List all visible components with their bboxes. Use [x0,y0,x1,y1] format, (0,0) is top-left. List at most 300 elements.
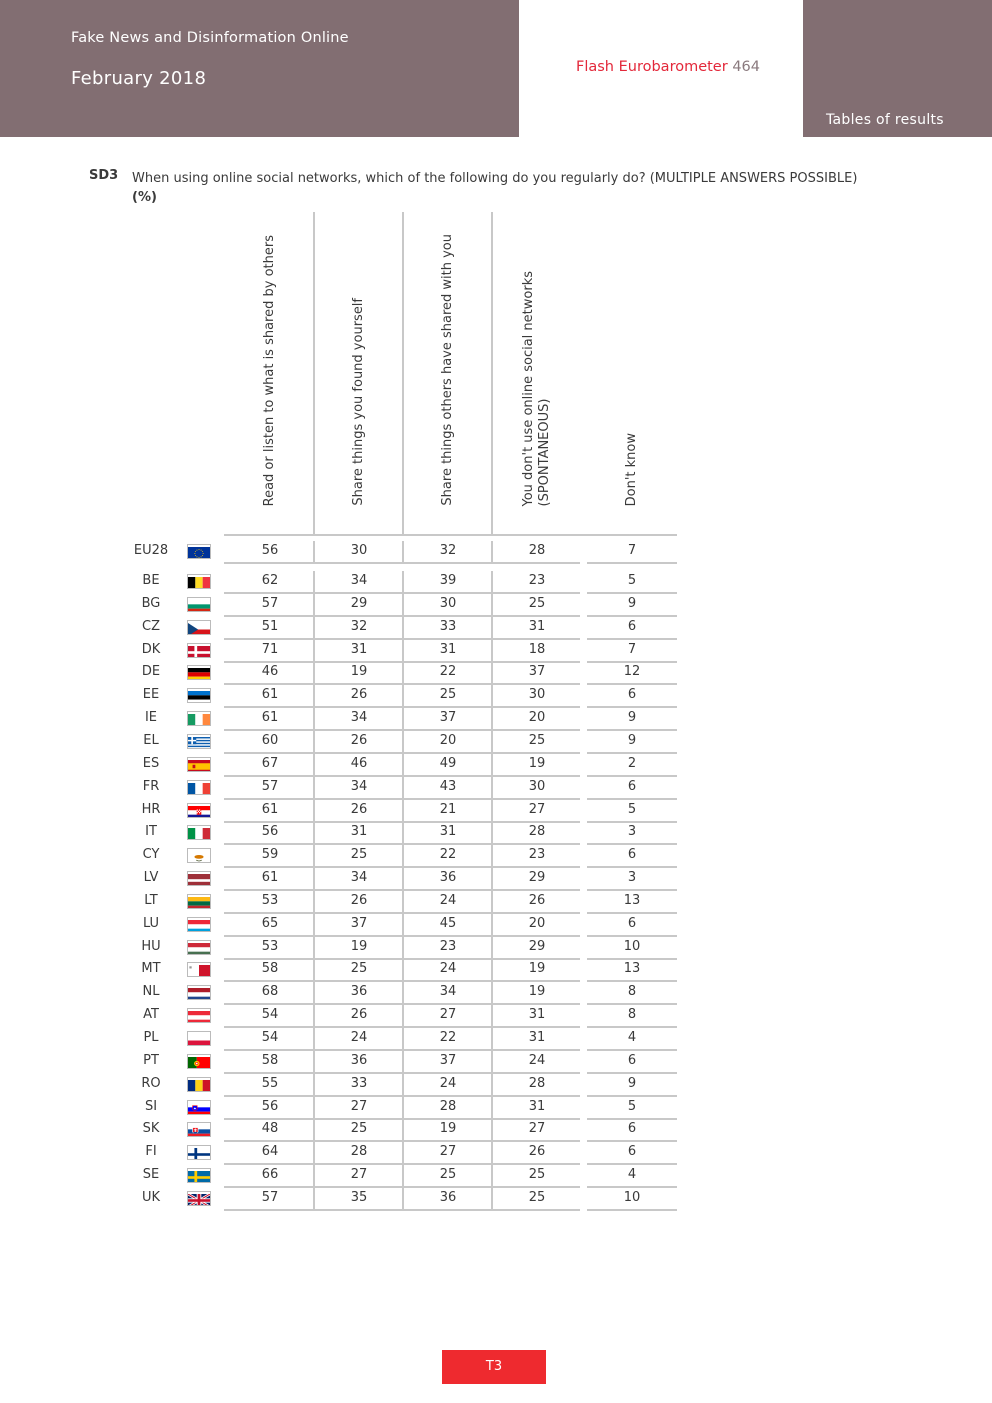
column-divider [313,1005,315,1028]
column-header-label [521,271,553,506]
table-cell: 66 [261,1167,279,1183]
table-cell: 19 [350,664,368,680]
table-cell: 27 [528,1121,546,1137]
table-cell: 31 [350,824,368,840]
table-cell: 30 [528,778,546,794]
table-cell: 28 [528,543,546,558]
column-divider [402,731,404,754]
sweden-flag-icon [187,1168,211,1183]
table-cell: 26 [350,1007,368,1023]
header-middle-panel [519,0,803,137]
table-cell: 26 [350,801,368,817]
table-cell: 30 [528,687,546,703]
column-divider [491,1119,493,1142]
czechia-flag-icon [187,620,211,635]
spain-flag-icon [187,757,211,772]
table-cell: 8 [627,1007,637,1023]
cell-underline [587,562,677,564]
table-cell: 33 [439,618,457,634]
table-row [0,1097,700,1120]
table-cell: 31 [528,1007,546,1023]
column-divider [491,1028,493,1051]
table-cell: 9 [627,732,637,748]
column-divider [313,982,315,1005]
table-cell: 10 [623,938,641,954]
column-divider [402,1005,404,1028]
table-cell: 58 [261,1052,279,1068]
table-cell: 32 [439,543,457,558]
country-code: AT [143,1007,159,1023]
table-cell: 25 [528,1167,546,1183]
table-cell: 31 [439,641,457,657]
column-divider [491,662,493,685]
ireland-flag-icon [187,711,211,726]
country-code: EE [142,687,160,703]
country-code: CY [142,847,160,863]
table-row [0,662,700,685]
column-header-label [262,235,278,506]
column-divider [402,800,404,823]
table-row [0,777,700,800]
table-cell: 25 [439,687,457,703]
table-cell: 31 [528,1030,546,1045]
column-divider [402,1097,404,1120]
table-cell: 45 [439,915,457,931]
table-row [0,731,700,754]
table-cell: 13 [623,961,641,977]
country-code: IT [145,824,157,840]
country-code: SK [142,1121,160,1137]
column-header [497,212,577,534]
cell-underline [315,1209,402,1211]
column-divider [402,891,404,914]
header-left-panel [0,0,519,137]
table-cell: 25 [528,595,546,611]
column-divider [313,800,315,823]
table-row [0,1028,700,1051]
column-header-label [440,234,456,506]
column-divider [313,571,315,594]
column-divider [313,1142,315,1165]
table-cell: 64 [261,1144,279,1160]
column-divider [313,937,315,960]
table-cell: 71 [261,641,279,657]
section-label: Tables of results [826,112,944,128]
table-cell: 27 [439,1007,457,1023]
table-cell: 23 [528,573,546,588]
table-cell: 28 [528,1075,546,1091]
table-cell: 26 [528,1144,546,1160]
table-row [0,845,700,868]
table-cell: 49 [439,755,457,771]
cyprus-flag-icon [187,848,211,863]
country-code: IE [144,710,158,726]
table-cell: 33 [350,1075,368,1091]
table-row [0,1165,700,1188]
table-cell: 24 [528,1052,546,1068]
column-divider [313,1028,315,1051]
slovakia-flag-icon [187,1122,211,1137]
luxembourg-flag-icon [187,917,211,932]
column-header [408,212,488,534]
column-divider [491,571,493,594]
report-title: Fake News and Disinformation Online [71,30,349,46]
table-cell: 57 [261,1189,279,1205]
table-cell: 6 [627,1144,637,1160]
column-divider [491,1188,493,1211]
column-divider [402,1074,404,1097]
table-row [0,1051,700,1074]
table-cell: 53 [261,892,279,908]
cell-underline [404,1209,491,1211]
table-row [0,868,700,891]
uk-flag-icon [187,1191,211,1206]
column-header-line: Don't know [624,432,639,506]
column-divider [313,708,315,731]
table-cell: 54 [261,1007,279,1023]
table-cell: 27 [350,1098,368,1114]
country-code: SI [144,1098,158,1114]
column-header-line: Share things you found yourself [351,298,366,506]
table-cell: 57 [261,778,279,794]
column-divider [402,822,404,845]
table-cell: 55 [261,1075,279,1091]
cell-underline [224,562,313,564]
table-cell: 61 [261,687,279,703]
table-cell: 22 [439,1030,457,1045]
column-divider [402,845,404,868]
column-divider [491,822,493,845]
country-code: EU28 [133,543,169,558]
column-divider [402,571,404,594]
column-divider [402,959,404,982]
table-cell: 37 [439,1052,457,1068]
question-unit: (%) [132,190,157,205]
table-row [0,617,700,640]
table-cell: 9 [627,710,637,726]
country-code: MT [141,961,161,977]
page-number: T3 [442,1350,546,1384]
table-row [0,1188,700,1211]
table-cell: 57 [261,595,279,611]
column-divider [491,212,493,534]
column-divider [491,1051,493,1074]
lithuania-flag-icon [187,894,211,909]
country-code: HR [141,801,161,817]
table-cell: 65 [261,915,279,931]
table-cell: 46 [261,664,279,680]
latvia-flag-icon [187,871,211,886]
cell-underline [587,1209,677,1211]
column-divider [491,617,493,640]
table-row [0,800,700,823]
table-cell: 36 [439,1189,457,1205]
table-cell: 31 [528,618,546,634]
column-divider [402,777,404,800]
column-divider [491,982,493,1005]
column-divider [313,1188,315,1211]
table-row [0,1074,700,1097]
table-cell: 5 [627,801,637,817]
austria-flag-icon [187,1008,211,1023]
column-divider [313,541,315,564]
table-cell: 39 [439,573,457,588]
column-divider [313,1097,315,1120]
table-cell: 8 [627,984,637,1000]
header-right-panel [803,0,992,137]
table-cell: 68 [261,984,279,1000]
column-divider [491,1005,493,1028]
table-cell: 54 [261,1030,279,1045]
table-cell: 61 [261,870,279,886]
column-divider [491,959,493,982]
table-cell: 61 [261,710,279,726]
table-cell: 36 [350,984,368,1000]
table-cell: 31 [439,824,457,840]
table-cell: 34 [350,573,368,588]
column-divider [402,1051,404,1074]
country-code: CZ [142,618,160,634]
column-divider [402,982,404,1005]
table-cell: 25 [528,732,546,748]
column-divider [402,1028,404,1051]
question-text: When using online social networks, which of the following do you regularly do? (MULTIPLE ANSWERS POSSIBLE) [132,171,858,186]
table-cell: 26 [350,892,368,908]
table-cell: 30 [350,543,368,558]
column-divider [491,754,493,777]
column-divider [491,777,493,800]
table-cell: 37 [528,664,546,680]
table-cell: 12 [623,664,641,680]
table-cell: 24 [439,892,457,908]
column-header [319,212,399,534]
column-divider [491,868,493,891]
bulgaria-flag-icon [187,597,211,612]
table-cell: 13 [623,892,641,908]
table-cell: 34 [350,778,368,794]
country-code: UK [141,1189,161,1205]
table-cell: 20 [528,915,546,931]
table-cell: 46 [350,755,368,771]
portugal-flag-icon [187,1054,211,1069]
table-cell: 21 [439,801,457,817]
table-cell: 56 [261,543,279,558]
column-divider [491,800,493,823]
table-cell: 29 [528,870,546,886]
cell-underline [493,1209,580,1211]
table-cell: 36 [350,1052,368,1068]
country-code: FR [142,778,160,794]
cell-underline [224,1209,313,1211]
table-cell: 60 [261,732,279,748]
country-code: RO [141,1075,161,1091]
table-cell: 9 [627,595,637,611]
table-cell: 30 [439,595,457,611]
column-divider [402,708,404,731]
column-divider [402,541,404,564]
column-header-line: You don't use online social networks [521,270,536,506]
column-divider [402,617,404,640]
table-cell: 56 [261,1098,279,1114]
column-header-line: Read or listen to what is shared by others [262,234,277,506]
column-divider [491,891,493,914]
table-cell: 34 [439,984,457,1000]
table-row [0,594,700,617]
croatia-flag-icon [187,803,211,818]
table-cell: 59 [261,847,279,863]
table-cell: 6 [627,687,637,703]
table-cell: 25 [439,1167,457,1183]
column-divider [313,685,315,708]
column-divider [313,959,315,982]
country-code: NL [142,984,160,1000]
romania-flag-icon [187,1077,211,1092]
table-cell: 19 [528,984,546,1000]
table-cell: 34 [350,710,368,726]
table-cell: 2 [627,755,637,771]
table-row [0,685,700,708]
estonia-flag-icon [187,688,211,703]
column-divider [402,212,404,534]
table-row [0,937,700,960]
table-cell: 48 [261,1121,279,1137]
column-divider [313,914,315,937]
table-cell: 28 [350,1144,368,1160]
column-header [230,212,310,534]
country-code: BE [142,573,160,588]
column-divider [402,754,404,777]
column-divider [491,914,493,937]
table-cell: 22 [439,664,457,680]
country-code: EL [143,732,159,748]
france-flag-icon [187,780,211,795]
country-code: LU [142,915,160,931]
table-cell: 61 [261,801,279,817]
table-cell: 24 [350,1030,368,1045]
country-code: SE [142,1167,160,1183]
finland-flag-icon [187,1145,211,1160]
table-cell: 19 [439,1121,457,1137]
column-divider [313,777,315,800]
column-header-line: Share things others have shared with you [440,234,455,506]
country-code: PL [143,1030,159,1045]
table-cell: 7 [627,543,637,558]
column-header-label [351,298,367,506]
table-row [0,541,700,564]
country-code: FI [145,1144,157,1160]
country-code: ES [142,755,160,771]
column-divider [402,1119,404,1142]
column-divider [313,891,315,914]
column-divider [402,594,404,617]
column-divider [491,1165,493,1188]
table-cell: 29 [528,938,546,954]
column-divider [402,1188,404,1211]
cell-underline [493,562,580,564]
table-row [0,982,700,1005]
column-divider [313,1051,315,1074]
country-code: DK [141,641,161,657]
column-header [592,212,672,534]
table-cell: 35 [350,1189,368,1205]
table-cell: 6 [627,847,637,863]
column-divider [491,1142,493,1165]
table-cell: 24 [439,1075,457,1091]
country-code: LV [143,870,159,886]
table-cell: 6 [627,915,637,931]
table-cell: 62 [261,573,279,588]
table-row [0,1119,700,1142]
denmark-flag-icon [187,643,211,658]
column-divider [313,662,315,685]
table-cell: 26 [528,892,546,908]
table-cell: 56 [261,824,279,840]
column-divider [402,685,404,708]
table-cell: 28 [439,1098,457,1114]
cell-underline [315,562,402,564]
table-row [0,822,700,845]
table-cell: 22 [439,847,457,863]
table-cell: 37 [439,710,457,726]
table-cell: 58 [261,961,279,977]
table-cell: 31 [528,1098,546,1114]
column-divider [313,845,315,868]
column-divider [313,640,315,663]
table-cell: 29 [350,595,368,611]
belgium-flag-icon [187,574,211,589]
table-cell: 27 [528,801,546,817]
netherlands-flag-icon [187,985,211,1000]
column-divider [491,937,493,960]
series-label [576,59,760,75]
header-rule [224,534,677,536]
table-row [0,708,700,731]
table-cell: 6 [627,1121,637,1137]
poland-flag-icon [187,1031,211,1046]
column-divider [491,1097,493,1120]
country-code: HU [141,938,161,954]
table-cell: 10 [623,1189,641,1205]
column-divider [402,937,404,960]
column-divider [402,662,404,685]
column-divider [491,640,493,663]
table-row [0,1142,700,1165]
column-divider [491,845,493,868]
table-cell: 19 [350,938,368,954]
column-divider [491,541,493,564]
table-cell: 28 [528,824,546,840]
report-date: February 2018 [71,68,207,89]
column-divider [491,731,493,754]
table-cell: 36 [439,870,457,886]
table-cell: 27 [350,1167,368,1183]
table-cell: 26 [350,687,368,703]
table-row [0,1005,700,1028]
table-cell: 25 [350,961,368,977]
column-header-label [624,433,640,506]
table-cell: 43 [439,778,457,794]
table-cell: 6 [627,618,637,634]
country-code: PT [143,1052,159,1068]
table-cell: 27 [439,1144,457,1160]
question-code: SD3 [89,168,119,183]
country-code: LT [144,892,158,908]
column-divider [402,640,404,663]
table-cell: 4 [627,1167,637,1183]
table-cell: 51 [261,618,279,634]
cell-underline [404,562,491,564]
column-divider [313,1074,315,1097]
